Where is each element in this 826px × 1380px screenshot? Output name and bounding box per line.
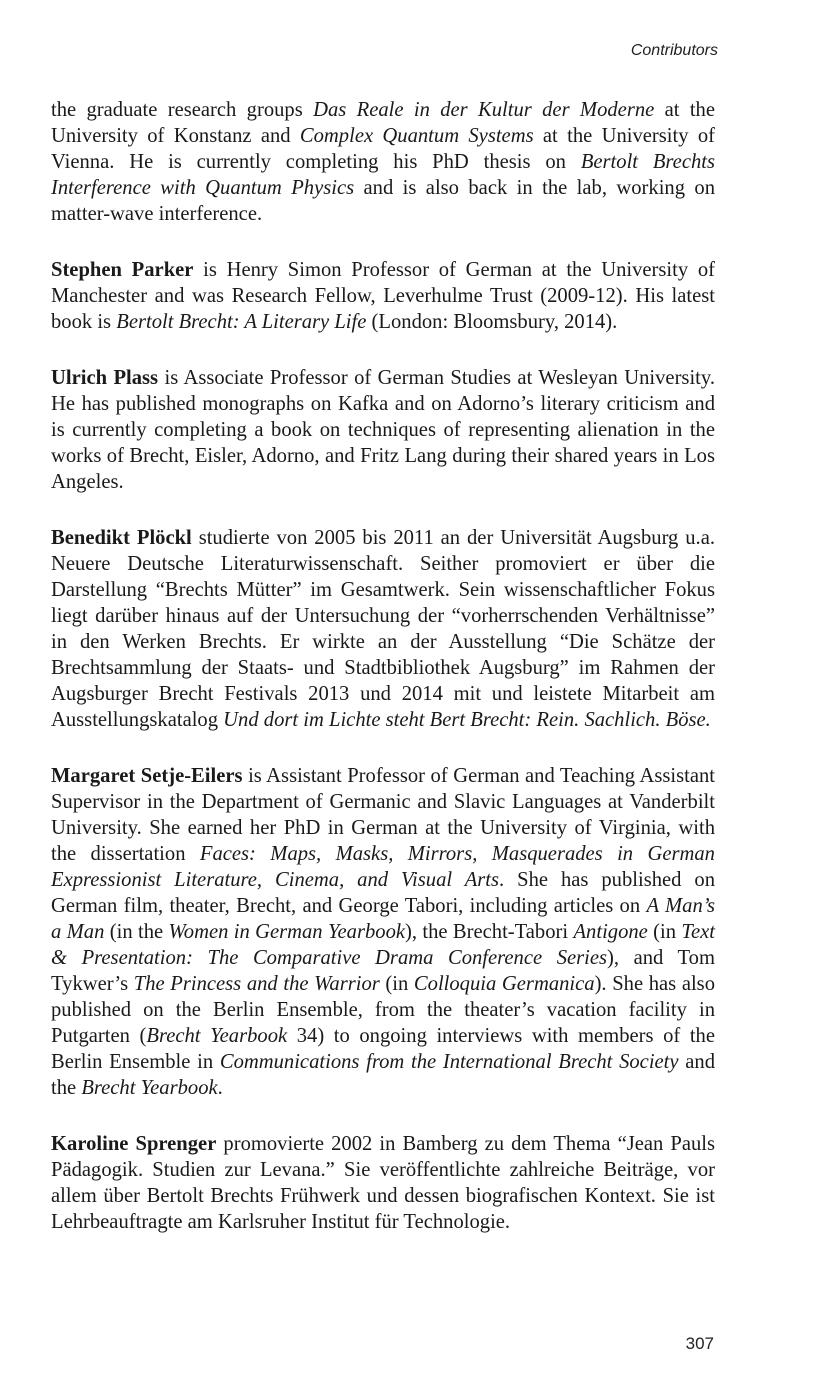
italic-title: Text & Presentation: The Comparative Drama Conference Series — [51, 921, 715, 969]
italic-title: The Princess and the Warrior — [133, 973, 380, 995]
bio-text: (in — [647, 921, 682, 943]
bio-text: (in — [379, 973, 414, 995]
italic-title: Brecht Yearbook — [146, 1025, 288, 1047]
bio-text: 34) to ongoing interviews with members of the Berlin Ensemble in — [51, 1025, 715, 1073]
bio-text: . She has published on German film, theater, Brecht, and George Tabori, including articles on — [51, 869, 715, 917]
bio-text: studierte von 2005 bis 2011 an der Universität Augsburg u.a. Neuere Deutsche Literaturwissenschaft. Seither promoviert er über die Darstellung “Brechts Mütter” im Gesamtwerk. Sein wissenschaftlicher Fokus liegt darüber hinaus auf der Untersuchung der “vorherrschenden Verhältnisse” in den Werken Brechts. Er wirkte an der Ausstellung “Die Schätze der Brechtsammlung der Staats- und Stadtbibliothek Augsburg” im Rahmen der Augsburger Brecht Festivals 2013 und 2014 mit und leistete Mitarbeit am Ausstellungskatalog — [51, 527, 715, 731]
italic-title: A Man’s a Man — [51, 895, 715, 943]
bio-text: (in the — [104, 921, 169, 943]
contributor-entry — [51, 525, 715, 733]
italic-title: Communications from the International Brecht Society — [219, 1051, 679, 1073]
italic-title: Colloquia Germanica — [413, 973, 595, 995]
italic-title: Brecht Yearbook — [81, 1077, 218, 1099]
bio-text: at the University of Vienna. He is currently completing his PhD thesis on — [51, 125, 715, 173]
bio-text: promovierte 2002 in Bamberg zu dem Thema “Jean Pauls Pädagogik. Studien zur Levana.” Sie veröffentlichte zahlreiche Beiträge, vor allem über Bertolt Brechts Frühwerk und dessen biografischen Kontext. Sie ist Lehrbeauftragte am Karlsruher Institut für Technologie. — [51, 1133, 715, 1233]
contributor-name: Karoline Sprenger — [51, 1133, 217, 1155]
bio-text: (London: Bloomsbury, 2014). — [366, 311, 618, 333]
bio-text: is Assistant Professor of German and Teaching Assistant Supervisor in the Department of Germanic and Slavic Languages at Vanderbilt University. She earned her PhD in German at the University of Virginia, with the dissertation — [51, 765, 715, 865]
contributor-name: Stephen Parker — [51, 259, 194, 281]
bio-text: is Associate Professor of German Studies at Wesleyan University. He has published monographs on Kafka and on Adorno’s literary criticism and is currently completing a book on techniques of representing alienation in the works of Brecht, Eisler, Adorno, and Fritz Lang during their shared years in Los Angeles. — [51, 367, 715, 493]
bio-text: and is also back in the lab, working on matter-wave interference. — [51, 177, 716, 225]
bio-text: ). She has also published on the Berlin Ensemble, from the theater’s vacation facility in Putgarten ( — [51, 973, 715, 1047]
contributor-name: Margaret Setje-Eilers — [51, 765, 243, 787]
contributors-list — [51, 97, 715, 1265]
italic-title: Women in German Yearbook — [168, 921, 406, 943]
bio-text: ), and Tom Tykwer’s — [51, 947, 715, 995]
contributor-name: Benedikt Plöckl — [51, 527, 192, 549]
italic-title: Complex Quantum Systems — [299, 125, 534, 147]
bio-text: and the — [51, 1051, 715, 1099]
contributor-entry — [51, 1131, 715, 1235]
italic-title: Das Reale in der Kultur der Moderne — [313, 99, 655, 121]
contributor-name: Ulrich Plass — [51, 367, 159, 389]
contributor-entry — [51, 257, 715, 335]
contributor-entry — [51, 763, 715, 1101]
italic-title: Antigone — [573, 921, 648, 943]
italic-title: Bertolt Brecht: A Literary Life — [116, 311, 367, 333]
page-number: 307 — [685, 1334, 714, 1353]
contributor-entry — [51, 365, 715, 495]
italic-title: Bertolt Brechts Interference with Quantum Physics — [51, 151, 715, 199]
bio-text: . — [217, 1077, 223, 1099]
contributor-entry — [51, 97, 715, 227]
italic-title: Und dort im Lichte steht Bert Brecht: Rein. Sachlich. Böse. — [223, 709, 711, 731]
bio-text: the graduate research groups — [51, 99, 314, 121]
bio-text: at the University of Konstanz and — [51, 99, 715, 147]
bio-text: ), the Brecht-Tabori — [405, 921, 574, 943]
bio-text: is Henry Simon Professor of German at the University of Manchester and was Research Fellow, Leverhulme Trust (2009-12). His latest book is — [51, 259, 716, 333]
running-head: Contributors — [630, 42, 718, 59]
italic-title: Faces: Maps, Masks, Mirrors, Masquerades in German Expressionist Literature, Cinema, and Visual Arts — [51, 843, 715, 891]
